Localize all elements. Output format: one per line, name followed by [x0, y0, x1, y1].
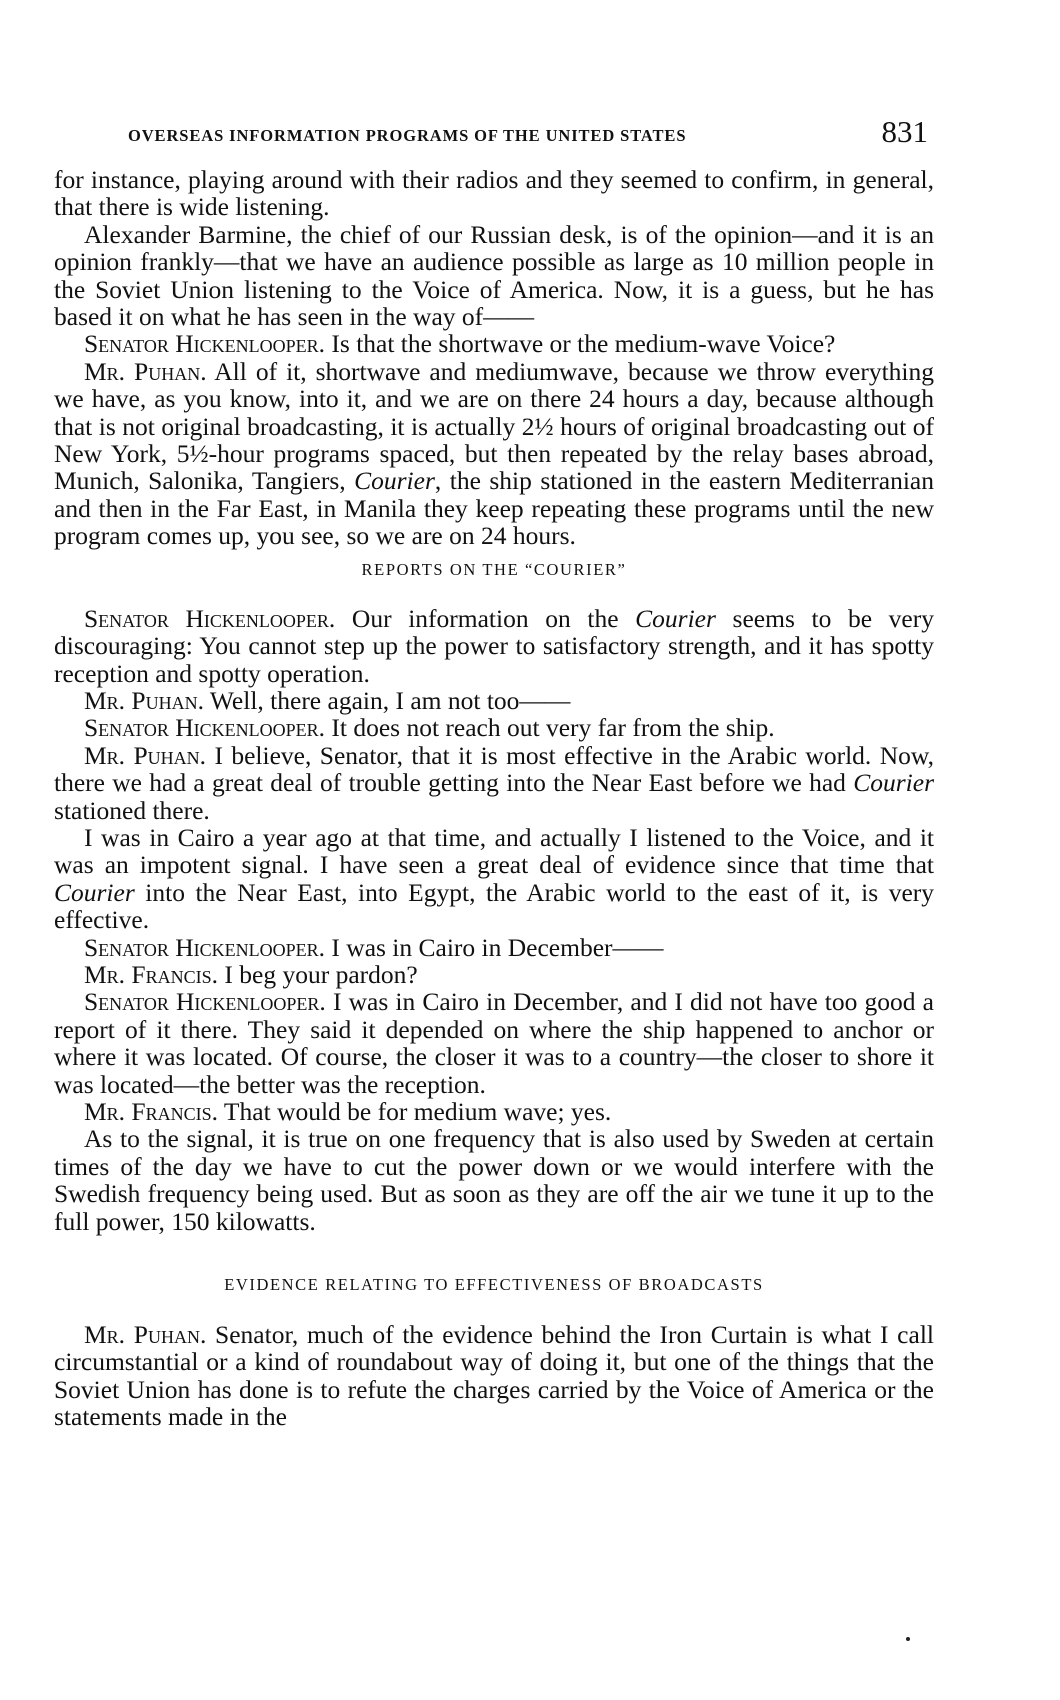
ship-name: Courier: [354, 466, 435, 496]
speaker-name: Mr. Francis.: [84, 959, 219, 989]
paragraph: [54, 605, 934, 687]
paragraph: Alexander Barmine, the chief of our Russian desk, is of the opinion—and it is an opinion frankly—that we have an audience possible as large as 10 million people in the Soviet Union listening to the Voice of America. Now, it is a guess, but he has based it on what he has seen in the way of——: [54, 219, 934, 332]
speech-text: That would be for medium wave; yes.: [218, 1097, 612, 1126]
speaker-name: Mr. Puhan.: [84, 356, 207, 386]
running-title: OVERSEAS INFORMATION PROGRAMS OF THE UNITED STATES: [128, 126, 687, 145]
paragraph: [54, 742, 934, 824]
paragraph: [54, 714, 934, 741]
speech-text: Well, there again, I am not too——: [203, 685, 571, 715]
speech-text: It does not reach out very far from the ship.: [325, 713, 775, 743]
section-heading: EVIDENCE RELATING TO EFFECTIVENESS OF BROADCASTS: [224, 1275, 764, 1295]
speaker-name: Mr. Puhan.: [84, 740, 207, 770]
paragraph: [54, 330, 934, 357]
speech-text: I was in Cairo in December, and I did not have too good a report of it there. They said it depended on where the ship happened to anchor or where it was located. Of course, the closer it was to a country—the closer to shore it was located—the better was the reception.: [54, 987, 934, 1099]
paragraph: [54, 687, 934, 714]
paragraph: [54, 1098, 934, 1125]
speech-text: I believe, Senator, that it is most effective in the Arabic world. Now, there we had a great deal of trouble getting into the Near East before we had: [54, 740, 935, 798]
speech-text: Senator, much of the evidence behind the Iron Curtain is what I call circumstantial or a kind of roundabout way of doing it, but one of the things that the Soviet Union has done is to refute the charges carried by the Voice of America or the statements made in the: [54, 1320, 934, 1432]
paragraph: [54, 1321, 934, 1431]
speaker-name: Senator Hickenlooper.: [84, 713, 326, 743]
speech-text: Our information on the: [335, 603, 636, 633]
section-heading: REPORTS ON THE “COURIER”: [361, 559, 627, 579]
speech-text: stationed there.: [54, 795, 210, 825]
speech-text: seems to be very discouraging: You cannot step up the power to satisfactory strength, and it has spotty reception and spotty operation.: [54, 603, 934, 688]
speaker-name: Senator Hickenlooper.: [84, 603, 336, 633]
speaker-name: Mr. Puhan.: [84, 1320, 207, 1350]
speech-text: I was in Cairo in December——: [325, 932, 664, 962]
paragraph: [54, 961, 934, 988]
body-text: [54, 166, 934, 1431]
speaker-name: Senator Hickenlooper.: [84, 987, 326, 1017]
page-number: 831: [881, 114, 928, 149]
speaker-name: Mr. Puhan.: [84, 685, 204, 715]
speech-text: , the ship stationed in the eastern Mediterranian and then in the Far East, in Manila they keep repeating these programs until the new program comes up, you see, so we are on 24 hours.: [54, 466, 934, 551]
paragraph: for instance, playing around with their radios and they seemed to confirm, in general, that there is wide listening.: [54, 165, 934, 222]
ship-name: Courier: [54, 877, 135, 907]
paragraph: [54, 824, 934, 934]
paragraph: [54, 358, 934, 550]
speech-text: I beg your pardon?: [218, 959, 418, 989]
speech-text: I was in Cairo a year ago at that time, and actually I listened to the Voice, and it was an impotent signal. I have seen a great deal of evidence since that time that: [54, 822, 934, 880]
speaker-name: Mr. Francis.: [84, 1097, 219, 1126]
paragraph: [54, 934, 934, 961]
paragraph: As to the signal, it is true on one frequency that is also used by Sweden at certain times of the day we have to cut the power down or we would interfere with the Swedish frequency being used. But as soon as they are off the air we tune it up to the full power, 150 kilowatts.: [54, 1124, 934, 1236]
stray-mark: [906, 1637, 910, 1641]
speech-text: Is that the shortwave or the medium-wave Voice?: [325, 329, 836, 359]
speech-text: All of it, shortwave and mediumwave, because we throw everything we have, as you know, into it, and we are on there 24 hours a day, because although that is not original broadcasting, it is actually 2½ hours of original broadcasting out of New York, 5½-hour programs spaced, but then repeated by the relay bases abroad, Munich, Salonika, Tangiers,: [54, 356, 934, 496]
speaker-name: Senator Hickenlooper.: [84, 932, 326, 962]
paragraph: [54, 988, 934, 1098]
ship-name: Courier: [635, 603, 716, 633]
speaker-name: Senator Hickenlooper.: [84, 329, 326, 359]
ship-name: Courier: [853, 768, 934, 798]
running-header: [128, 110, 928, 150]
speech-text: into the Near East, into Egypt, the Arabic world to the east of it, is very effective.: [54, 877, 934, 935]
